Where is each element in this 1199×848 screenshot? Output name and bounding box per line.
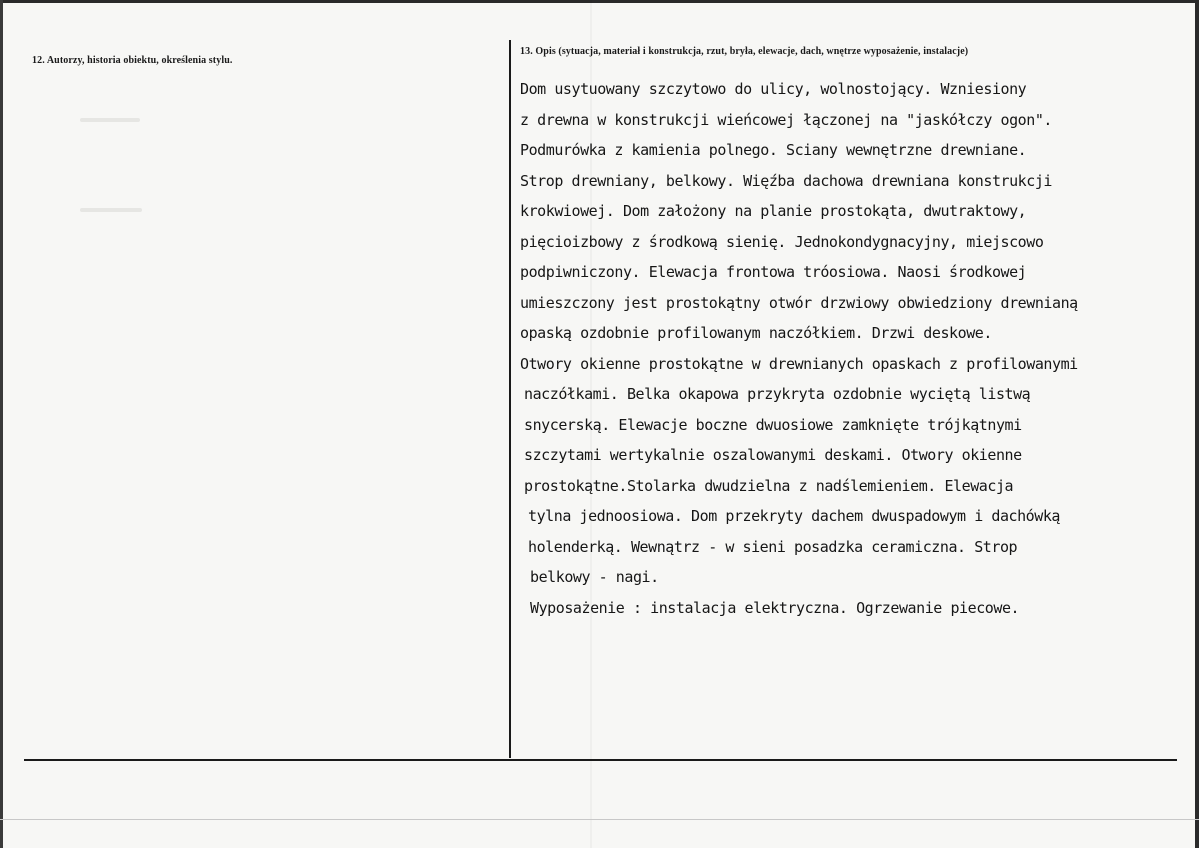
description-line: tylna jednoosiowa. Dom przekryty dachem dwuspadowym i dachówką [528, 507, 1061, 525]
paper-smudge [80, 208, 142, 212]
paper-smudge [80, 118, 140, 122]
description-line: szczytami wertykalnie oszalowanymi deskami. Otwory okienne [524, 446, 1022, 464]
description-line: pięcioizbowy z środkową sienię. Jednokondygnacyjny, miejscowo [520, 232, 1044, 251]
description-line: Wyposażenie : instalacja elektryczna. Ogrzewanie piecowe. [530, 598, 1020, 617]
description-line: naczółkami. Belka okapowa przykryta ozdobnie wyciętą listwą [524, 385, 1031, 403]
description-line: Podmurówka z kamienia polnego. Sciany wewnętrzne drewniane. [520, 141, 1027, 159]
description-line: prostokątne.Stolarka dwudzielna z nadślemieniem. Elewacja [524, 476, 1014, 495]
section-12-heading: 12. Autorzy, historia obiektu, określenia stylu. [32, 55, 233, 66]
description-line: podpiwniczony. Elewacja frontowa tróosiowa. Naosi środkowej [520, 263, 1027, 281]
column-divider [509, 40, 511, 758]
page-edge-right [1195, 0, 1199, 848]
description-line: Dom usytuowany szczytowo do ulicy, wolnostojący. Wzniesiony [520, 80, 1027, 98]
description-line: holenderką. Wewnątrz - w sieni posadzka ceramiczna. Strop [528, 537, 1018, 556]
description-line: snycerską. Elewacje boczne dwuosiowe zamknięte trójkątnymi [524, 415, 1022, 434]
page-edge-top [0, 0, 1199, 3]
description-line: umieszczony jest prostokątny otwór drzwiowy obwiedziony drewnianą [520, 293, 1078, 312]
section-13-heading: 13. Opis (sytuacja, materiał i konstrukcja, rzut, bryła, elewacje, dach, wnętrze wyposażenie, instalacje) [520, 46, 969, 57]
section-bottom-rule [24, 759, 1177, 761]
description-line: Otwory okienne prostokątne w drewnianych opaskach z profilowanymi [520, 354, 1078, 373]
description-line: krokwiowej. Dom założony na planie prostokąta, dwutraktowy, [520, 202, 1027, 220]
description-line: belkowy - nagi. [530, 568, 659, 586]
page-fold-line [0, 819, 1199, 820]
section-13-description [520, 74, 1185, 623]
description-line: Strop drewniany, belkowy. Więźba dachowa drewniana konstrukcji [520, 171, 1053, 190]
page-edge-left [0, 0, 3, 848]
description-line: opaską ozdobnie profilowanym naczółkiem. Drzwi deskowe. [520, 324, 992, 342]
description-line: z drewna w konstrukcji wieńcowej łączonej na "jaskółczy ogon". [520, 110, 1053, 129]
